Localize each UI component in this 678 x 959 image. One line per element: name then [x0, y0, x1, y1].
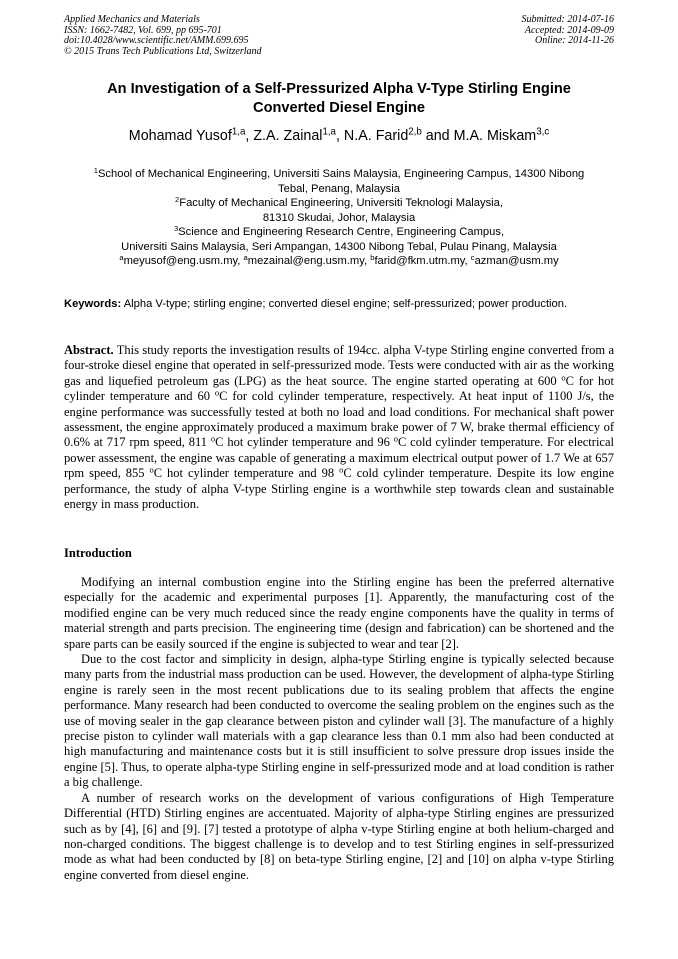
author-emails: [64, 254, 614, 269]
title-line-1: An Investigation of a Self-Pressurized Alpha V-Type Stirling Engine: [107, 81, 571, 97]
journal-doi: doi:10.4028/www.scientific.net/AMM.699.695: [64, 35, 249, 47]
paragraph: A number of research works on the development of various configurations of High Temperature Differential (HTD) Stirling engines are accentuated. Majority of alpha-type Stirling engines are pressurized such as by [4], [6] and [9]. [7] tested a prototype of alpha v-type Stirling engine at both helium-charged and non-charged conditions. The biggest challenge is to develop and to test Stirling engines in self-pressurized mode as what had been conducted by [8] on beta-type Stirling engine, [2] and [10] on alpha v-type Stirling engine converted from diesel engine.: [64, 790, 614, 882]
keywords-text: Alpha V-type; stirling engine; converted diesel engine; self-pressurized; power production.: [121, 298, 568, 310]
degree-mark: o: [561, 372, 566, 383]
email-link[interactable]: azman@usm.my: [474, 255, 559, 267]
author-name: Z.A. Zainal: [253, 128, 323, 144]
affil-marker: 2: [175, 194, 180, 204]
affiliation-1: [64, 167, 614, 182]
section-heading-introduction: Introduction: [64, 546, 132, 560]
author-separator: ,: [245, 128, 254, 144]
author-affil-marker: 2,b: [408, 126, 422, 138]
introduction-body: [64, 575, 614, 883]
accepted-date: Accepted: 2014-09-09: [524, 24, 614, 36]
affil-marker: 3: [173, 223, 179, 233]
abstract-text: C for hot cylinder temperature and 60: [64, 373, 614, 404]
abstract-label: Abstract.: [64, 343, 114, 357]
abstract: [64, 343, 614, 512]
affil-text: School of Mechanical Engineering, Universiti Sains Malaysia, Engineering Campus, 14300 Nibong: [97, 168, 585, 180]
affil-text: Science and Engineering Research Centre, Engineering Campus,: [178, 226, 505, 238]
author-name: N.A. Farid: [343, 128, 409, 144]
affiliation-2: [64, 196, 614, 211]
abstract-text: C for cold cylinder temperature, respectively. At heat input of 1100 J/s, the engine performance was successfully tested at both no load and load conditions. For mechanical shaft power assessment, the engine approximately produced a maximum brake power of 7 W, brake thermal efficiency of 0.6% at 717 rpm speed, 811: [64, 389, 614, 450]
paper-title: [64, 80, 614, 118]
online-date: Online: 2014-11-26: [535, 35, 614, 47]
keywords-label: Keywords:: [64, 298, 122, 310]
author-name: M.A. Miskam: [453, 128, 537, 144]
email-marker: a: [243, 252, 248, 262]
affil-text: Faculty of Mechanical Engineering, Universiti Teknologi Malaysia,: [179, 197, 503, 209]
affiliation-2-cont: 81310 Skudai, Johor, Malaysia: [262, 211, 416, 224]
author-list: [64, 127, 614, 145]
abstract-text: C cold cylinder temperature. Despite its low engine performance, the study of alpha V-type Stirling engine is a worthwhile step towards clean and sustainable energy in mass production.: [64, 466, 615, 512]
keywords: [64, 297, 614, 312]
email-marker: b: [370, 252, 375, 262]
email-marker: c: [470, 252, 475, 262]
affiliations: [64, 167, 614, 269]
abstract-text: C hot cylinder temperature and 98: [153, 466, 340, 481]
email-link[interactable]: meyusof@eng.usm.my,: [123, 255, 244, 267]
affiliation-3-cont: Universiti Sains Malaysia, Seri Ampangan, 14300 Nibong Tebal, Pulau Pinang, Malaysia: [121, 240, 557, 253]
email-marker: a: [119, 252, 124, 262]
affil-marker: 1: [93, 165, 98, 175]
paragraph: Due to the cost factor and simplicity in design, alpha-type Stirling engine is typically selected because many parts from the industrial mass production can be used. However, the development of alpha-type Stirling engine is rarely seen in the most recent publications due to its sealing problem that affects the engine performance. Many research had been conducted to overcome the sealing problem on the engines such as the use of moving sealer in the gap clearance between piston and cylinder wall [3]. The manufacture of a highly precise piston to cylinder wall materials with a gap clearance less than 0.1 mm also had been conducted at high manufacturing and maintenance costs but it is still insufficient to solve pressure drop issues inside the engine [5]. Thus, to operate alpha-type Stirling engine in self-pressurized mode and at load condition is rather a big challenge.: [64, 652, 614, 790]
abstract-text: C hot cylinder temperature and 96: [215, 435, 394, 450]
author-affil-marker: 3,c: [536, 126, 550, 138]
email-link[interactable]: mezainal@eng.usm.my,: [247, 255, 371, 267]
degree-mark: o: [214, 387, 220, 398]
journal-copyright: © 2015 Trans Tech Publications Ltd, Switzerland: [64, 45, 262, 57]
author-affil-marker: 1,a: [231, 126, 246, 138]
degree-mark: o: [339, 464, 344, 475]
journal-name: Applied Mechanics and Materials: [64, 14, 200, 25]
author-separator: ,: [335, 128, 344, 144]
degree-mark: o: [210, 433, 216, 444]
paragraph: Modifying an internal combustion engine into the Stirling engine has been the preferred alternative especially for the academic and experimental purposes [1]. Apparently, the manufacturing cost of the modified engine can be very much reduced since the ready engine components have the quality in terms of material strength and parts precision. The engineering time (design and fabrication) can be shortened and the spare parts can be easily sourced if the engine is subjected to wear and tear [2].: [64, 575, 614, 651]
author-name: Mohamad Yusof: [128, 128, 232, 144]
journal-info: [64, 15, 262, 57]
affiliation-3: [64, 225, 614, 240]
abstract-text: This study reports the investigation results of 194cc. alpha V-type Stirling engine converted from a four-stroke diesel engine that operated in self-pressurized mode. Tests were conducted with air as the working gas and liquefied petroleum gas (LPG) as the heat source. The engine started operating at 600: [64, 343, 614, 388]
degree-mark: o: [393, 433, 398, 444]
submitted-date: Submitted: 2014-07-16: [521, 14, 614, 25]
affiliation-1-cont: Tebal, Penang, Malaysia: [278, 182, 400, 195]
email-link[interactable]: farid@fkm.utm.my,: [374, 255, 471, 267]
submission-dates: [522, 15, 615, 47]
author-affil-marker: 1,a: [322, 126, 336, 138]
title-line-2: Converted Diesel Engine: [253, 100, 425, 116]
abstract-text: C cold cylinder temperature. For electrical power assessment, the engine was capable of generating a maximum electrical output power of 1.7 We at 657 rpm speed, 855: [64, 435, 614, 481]
journal-issn: ISSN: 1662-7482, Vol. 699, pp 695-701: [64, 24, 222, 36]
degree-mark: o: [149, 464, 154, 475]
author-separator: and: [421, 128, 454, 144]
